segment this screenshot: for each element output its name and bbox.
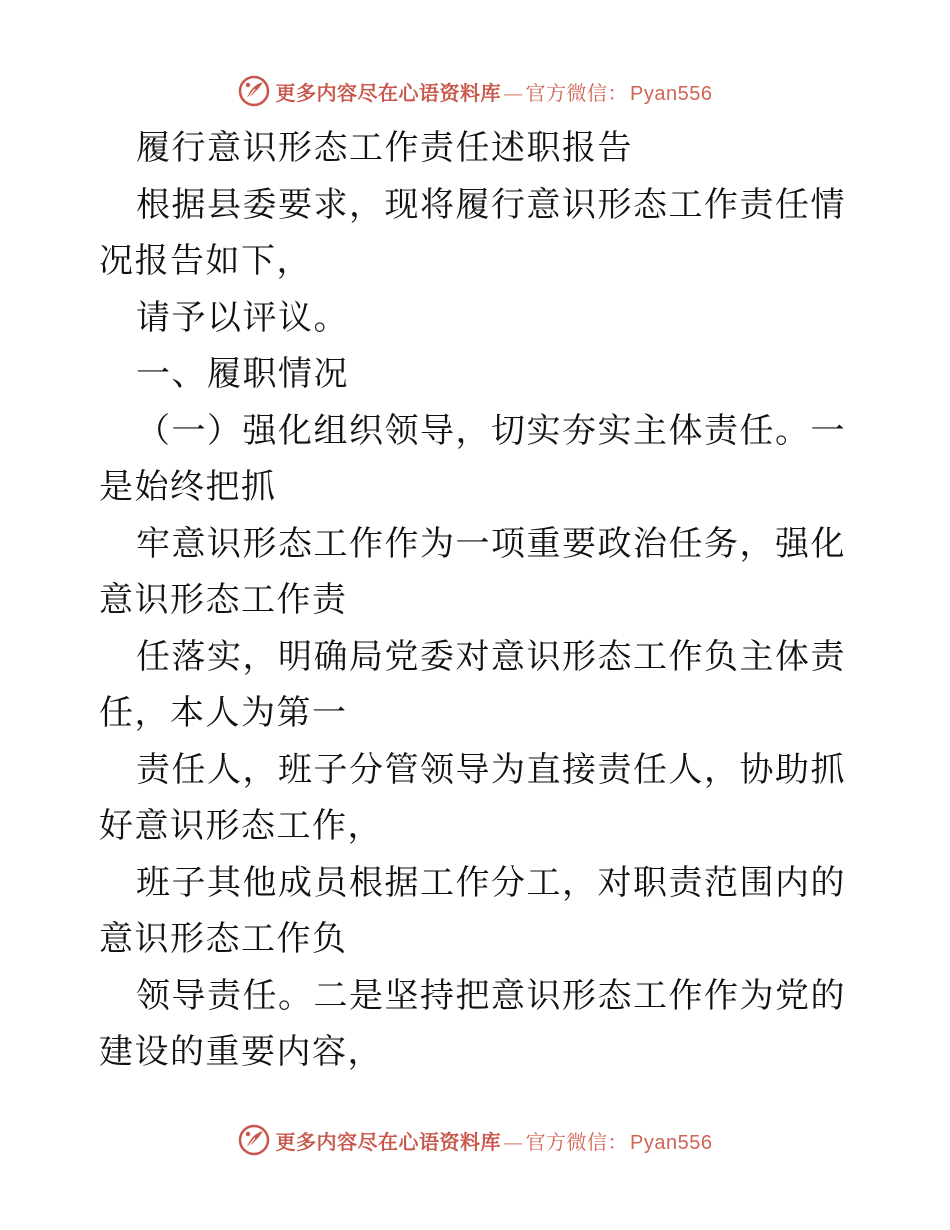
- banner-wechat-label: 官方微信：: [525, 1129, 629, 1154]
- paragraph-1: 根据县委要求，现将履行意识形态工作责任情况报告如下，: [99, 184, 846, 281]
- paragraph-4: （一）强化组织领导，切实夯实主体责任。一是始终把抓: [99, 410, 846, 507]
- header-banner: [0, 71, 950, 111]
- paragraph-6: 任落实，明确局党委对意识形态工作负主体责任，本人为第一: [99, 636, 846, 733]
- banner-wechat-id: Pyan556: [630, 82, 713, 105]
- banner-dash: —: [503, 1129, 524, 1154]
- footer-banner: [0, 1120, 950, 1160]
- document-title: 履行意识形态工作责任述职报告: [136, 128, 633, 168]
- paragraph-5: 牢意识形态工作作为一项重要政治任务，强化意识形态工作责: [99, 523, 846, 620]
- paragraph-7: 责任人，班子分管领导为直接责任人，协助抓好意识形态工作，: [99, 749, 846, 846]
- section-heading: 一、履职情况: [136, 354, 349, 394]
- banner-main-text: 更多内容尽在心语资料库: [275, 1129, 502, 1154]
- feather-logo-icon: [238, 1124, 270, 1156]
- footer-banner-text: [276, 1126, 713, 1155]
- feather-logo-icon: [238, 75, 270, 107]
- banner-wechat-label: 官方微信：: [525, 80, 629, 105]
- paragraph-8: 班子其他成员根据工作分工，对职责范围内的意识形态工作负: [99, 862, 846, 959]
- banner-wechat-id: Pyan556: [630, 1131, 713, 1154]
- banner-main-text: 更多内容尽在心语资料库: [275, 80, 502, 105]
- document-body: [99, 120, 859, 1081]
- header-banner-text: [276, 77, 713, 106]
- banner-dash: —: [503, 80, 524, 105]
- paragraph-9: 领导责任。二是坚持把意识形态工作作为党的建设的重要内容，: [99, 975, 846, 1072]
- paragraph-2: 请予以评议。: [136, 297, 349, 338]
